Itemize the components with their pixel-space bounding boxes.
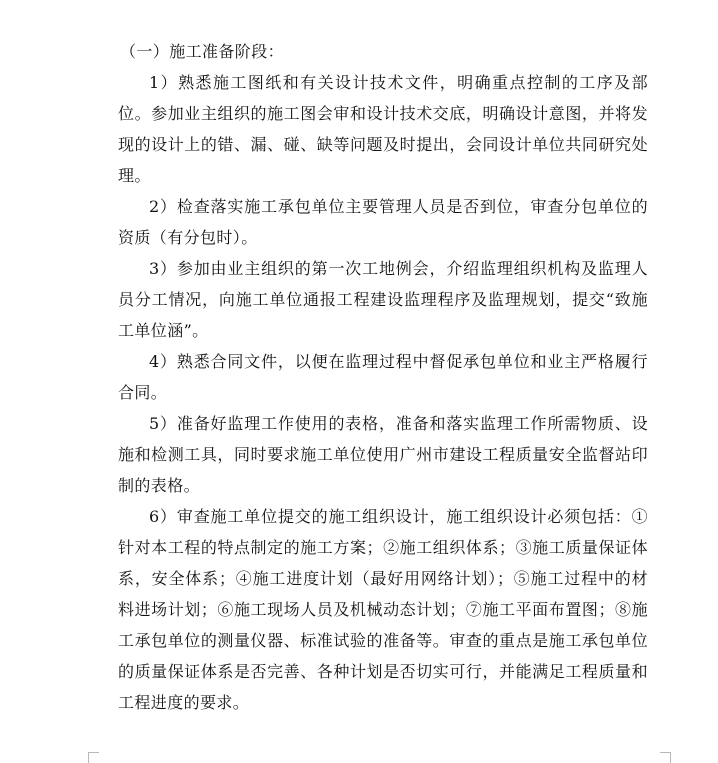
paragraph-3: 3）参加由业主组织的第一次工地例会，介绍监理组织机构及监理人员分工情况，向施工单位通报工程建设监理程序及监理规划，提交“致施工单位涵”。 (118, 259, 648, 340)
page-corner-mark-left (88, 752, 99, 763)
section-heading: （一）施工准备阶段： (120, 42, 285, 61)
paragraph-2: 2）检查落实施工承包单位主要管理人员是否到位，审查分包单位的资质（有分包时）。 (118, 197, 648, 247)
paragraph-4: 4）熟悉合同文件，以便在监理过程中督促承包单位和业主严格履行合同。 (118, 352, 648, 402)
paragraph-1: 1）熟悉施工图纸和有关设计技术文件，明确重点控制的工序及部位。参加业主组织的施工图会审和设计技术交底，明确设计意图，并将发现的设计上的错、漏、碰、缺等问题及时提出，会同设计单位共同研究处理。 (118, 73, 648, 185)
document-body (118, 36, 648, 718)
paragraph-6: 6）审查施工单位提交的施工组织设计，施工组织设计必须包括：①针对本工程的特点制定的施工方案；②施工组织体系；③施工质量保证体系，安全体系；④施工进度计划（最好用网络计划）；⑤施工过程中的材料进场计划；⑥施工现场人员及机械动态计划；⑦施工平面布置图；⑧施工承包单位的测量仪器、标准试验的准备等。审查的重点是施工承包单位的质量保证体系是否完善、各种计划是否切实可行，并能满足工程质量和工程进度的要求。 (118, 507, 648, 712)
page-corner-mark-right (660, 752, 671, 763)
paragraph-5: 5）准备好监理工作使用的表格，准备和落实监理工作所需物质、设施和检测工具，同时要求施工单位使用广州市建设工程质量安全监督站印制的表格。 (118, 414, 648, 495)
